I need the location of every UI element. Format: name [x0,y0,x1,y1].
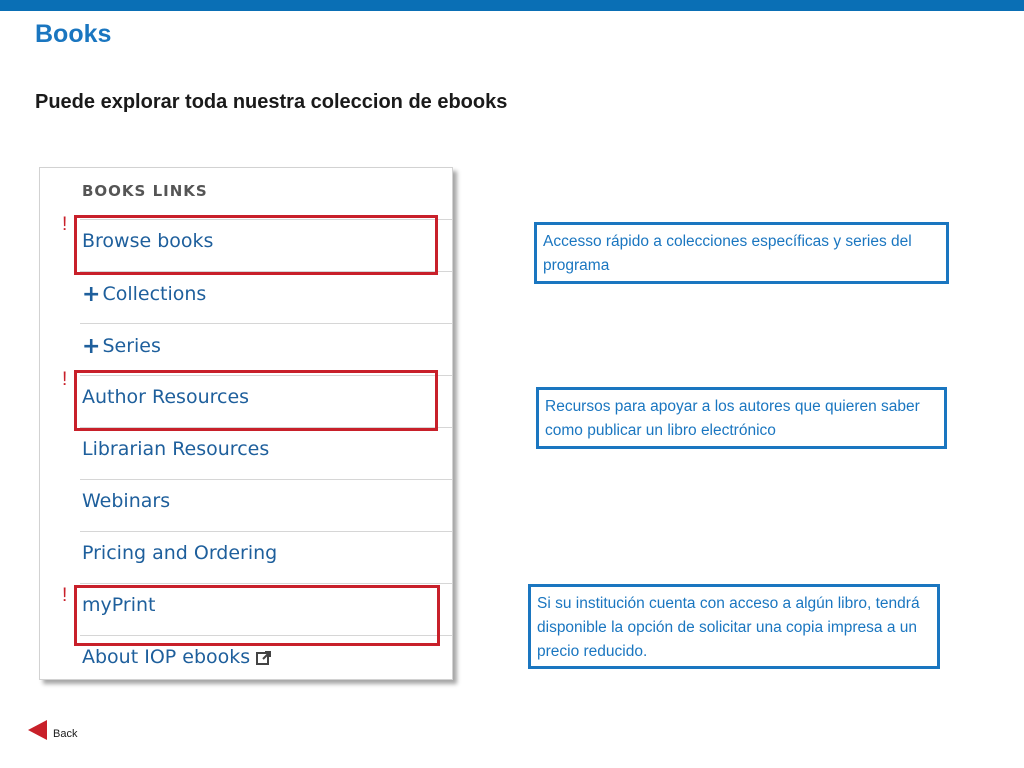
external-link-icon [256,650,270,664]
page-title: Books [35,20,112,48]
back-label[interactable]: Back [53,728,78,740]
menu-item-label: Browse books [82,230,214,252]
menu-item-label: Webinars [82,490,171,512]
menu-item-label: About IOP ebooks [82,646,251,668]
back-arrow-icon[interactable] [28,720,47,740]
menu-item-series[interactable] [80,323,452,375]
menu-item-label: Pricing and Ordering [82,542,278,564]
plus-icon[interactable]: + [82,282,101,307]
menu-item-label: Series [102,335,161,357]
exclamation-marker: ! [62,214,68,235]
menu-item-webinars[interactable] [80,479,452,531]
panel-heading: BOOKS LINKS [82,182,208,200]
menu-item-librarian-resources[interactable] [80,427,452,479]
menu-item-label: Author Resources [82,386,250,408]
menu-item-label: Collections [102,283,207,305]
menu-item-label: Librarian Resources [82,438,270,460]
plus-icon[interactable]: + [82,334,101,359]
menu-item-label: myPrint [82,594,156,616]
highlight-browse-books [74,215,438,275]
back-button[interactable] [28,720,77,740]
highlight-author-resources [74,370,438,431]
callout-myprint: Si su institución cuenta con acceso a algún libro, tendrá disponible la opción de solicitar una copia impresa a un precio reducido. [528,584,940,669]
exclamation-marker: ! [62,369,68,390]
menu-item-pricing-and-ordering[interactable] [80,531,452,583]
callout-author: Recursos para apoyar a los autores que quieren saber como publicar un libro electrónico [536,387,947,449]
top-accent-bar [0,0,1024,11]
menu-item-collections[interactable] [80,271,452,323]
highlight-myprint [74,585,440,646]
exclamation-marker: ! [62,585,68,606]
callout-browse: Accesso rápido a colecciones específicas y series del programa [534,222,949,284]
page-subtitle: Puede explorar toda nuestra coleccion de ebooks [35,91,508,113]
